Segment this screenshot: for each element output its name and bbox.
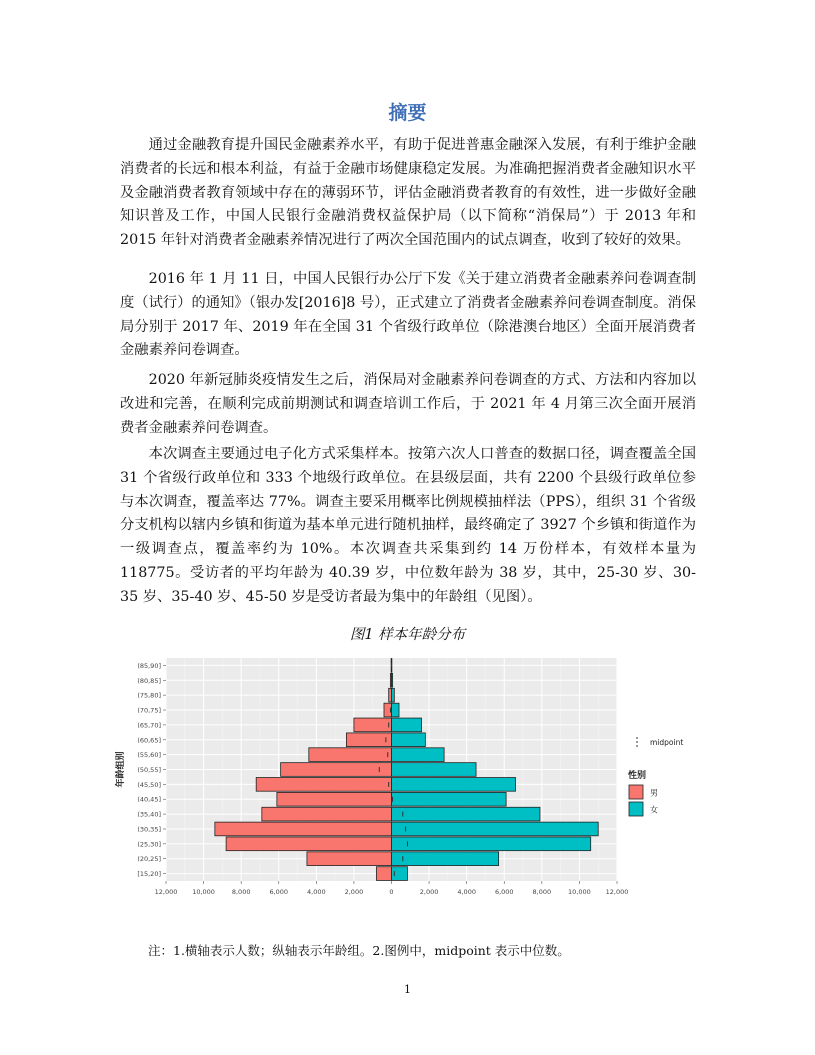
bar-male bbox=[262, 807, 392, 821]
paragraph-1: 通过金融教育提升国民金融素养水平，有助于促进普惠金融深入发展，有利于维护金融消费者的长远和根本利益，有益于金融市场健康稳定发展。为准确把握消费者金融知识水平及金融消费者教育领域中存在的薄弱环节，评估金融消费者教育的有效性，进一步做好金融知识普及工作，中国人民银行金融消费权益保护局（以下简称“消保局”）于 2013 年和 2015 年针对消费者金融素养情况进行了两次全国范围内的试点调查，收到了较好的效果。 bbox=[120, 137, 696, 249]
x-tick-label: 12,000 bbox=[154, 888, 178, 896]
abstract-title: 摘要 bbox=[388, 102, 427, 124]
x-tick-label: 10,000 bbox=[192, 888, 215, 896]
figure-title: 图1 样本年龄分布 bbox=[349, 627, 466, 643]
y-tick-label: (35,40] bbox=[137, 810, 161, 819]
legend-swatch-male bbox=[629, 785, 643, 799]
bar-female bbox=[392, 748, 445, 762]
legend-label-male: 男 bbox=[650, 788, 658, 798]
legend-label-female: 女 bbox=[650, 805, 658, 815]
bar-female bbox=[392, 852, 499, 866]
y-tick-label: (55,60] bbox=[137, 751, 161, 760]
x-tick-label: 6,000 bbox=[494, 888, 514, 896]
bar-male bbox=[281, 763, 392, 777]
bar-female bbox=[392, 822, 599, 836]
x-tick-label: 10,000 bbox=[568, 888, 591, 896]
page-number: 1 bbox=[404, 983, 411, 996]
y-tick-label: (80,85] bbox=[137, 676, 161, 685]
bar-male bbox=[346, 733, 391, 747]
bar-male bbox=[354, 718, 392, 732]
legend-swatch-female bbox=[629, 802, 643, 816]
y-tick-label: (20,25] bbox=[137, 855, 161, 864]
x-tick-label: 12,000 bbox=[605, 888, 629, 896]
bar-female bbox=[392, 763, 477, 777]
y-tick-label: (65,70] bbox=[137, 721, 161, 730]
age-distribution-chart bbox=[110, 652, 710, 902]
y-tick-label: (85,90] bbox=[137, 661, 161, 670]
y-axis-label: 年龄组别 bbox=[116, 751, 126, 788]
figure-note: 注：1.横轴表示人数；纵轴表示年龄组。2.图例中，midpoint 表示中位数。 bbox=[148, 943, 570, 958]
y-tick-label: (30,35] bbox=[137, 825, 161, 834]
bar-male bbox=[277, 792, 392, 806]
bar-male bbox=[307, 852, 392, 866]
x-tick-label: 8,000 bbox=[532, 888, 552, 896]
x-tick-label: 0 bbox=[389, 888, 394, 896]
bar-female bbox=[392, 778, 516, 792]
y-tick-label: (40,45] bbox=[137, 795, 161, 804]
x-tick-label: 6,000 bbox=[269, 888, 289, 896]
bar-male bbox=[256, 778, 391, 792]
x-tick-label: 4,000 bbox=[457, 888, 476, 896]
y-tick-label: (75,80] bbox=[137, 691, 161, 700]
legend-title: 性别 bbox=[628, 771, 647, 781]
paragraph-3: 2020 年新冠肺炎疫情发生之后，消保局对金融素养问卷调查的方式、方法和内容加以改进和完善，在顺利完成前期测试和调查培训工作后，于 2021 年 4 月第三次全面开展消费者金融素养问卷调查。 bbox=[120, 372, 696, 436]
paragraph-2: 2016 年 1 月 11 日，中国人民银行办公厅下发《关于建立消费者金融素养问卷调查制度（试行）的通知》（银办发[2016]8 号），正式建立了消费者金融素养问卷调查制度。消保局分别于 2017 年、2019 年在全国 31 个省级行政单位（除港澳台地区）全面开展消费者金融素养问卷调查。 bbox=[120, 271, 696, 359]
paragraph-4: 本次调查主要通过电子化方式采集样本。按第六次人口普查的数据口径，调查覆盖全国 31 个省级行政单位和 333 个地级行政单位。在县级层面，共有 2200 个县级行政单位参与本次调查，覆盖率达 77%。调查主要采用概率比例规模抽样法（PPS），组织 31 个省级分支机构以辖内乡镇和街道为基本单元进行随机抽样，最终确定了 3927 个乡镇和街道作为一级调查点，覆盖率约为 10%。本次调查共采集到约 14 万份样本，有效样本量为 118775。受访者的平均年龄为 40.39 岁，中位数年龄为 38 岁，其中，25-30 岁、30-35 岁、35-40 岁、45-50 岁是受访者最为集中的年龄组（见图）。 bbox=[120, 446, 696, 605]
y-tick-label: (70,75] bbox=[137, 706, 161, 715]
bar-female bbox=[392, 807, 540, 821]
bar-male bbox=[215, 822, 392, 836]
y-tick-label: (60,65] bbox=[137, 736, 161, 745]
bar-female bbox=[392, 703, 400, 717]
x-tick-label: 2,000 bbox=[344, 888, 364, 896]
bar-male bbox=[309, 748, 392, 762]
bar-female bbox=[392, 718, 422, 732]
bar-female bbox=[392, 792, 507, 806]
x-tick-label: 8,000 bbox=[231, 888, 251, 896]
y-tick-label: (45,50] bbox=[137, 780, 161, 789]
x-tick-label: 4,000 bbox=[307, 888, 326, 896]
y-tick-label: (25,30] bbox=[137, 840, 161, 849]
x-tick-label: 2,000 bbox=[419, 888, 439, 896]
bar-female bbox=[392, 733, 426, 747]
bar-male bbox=[226, 837, 391, 851]
bar-female bbox=[392, 837, 591, 851]
y-tick-label: (50,55] bbox=[137, 766, 161, 774]
bar-male bbox=[376, 867, 391, 881]
legend-midpoint-label: midpoint bbox=[650, 738, 684, 747]
y-tick-label: [15,20] bbox=[137, 870, 161, 879]
